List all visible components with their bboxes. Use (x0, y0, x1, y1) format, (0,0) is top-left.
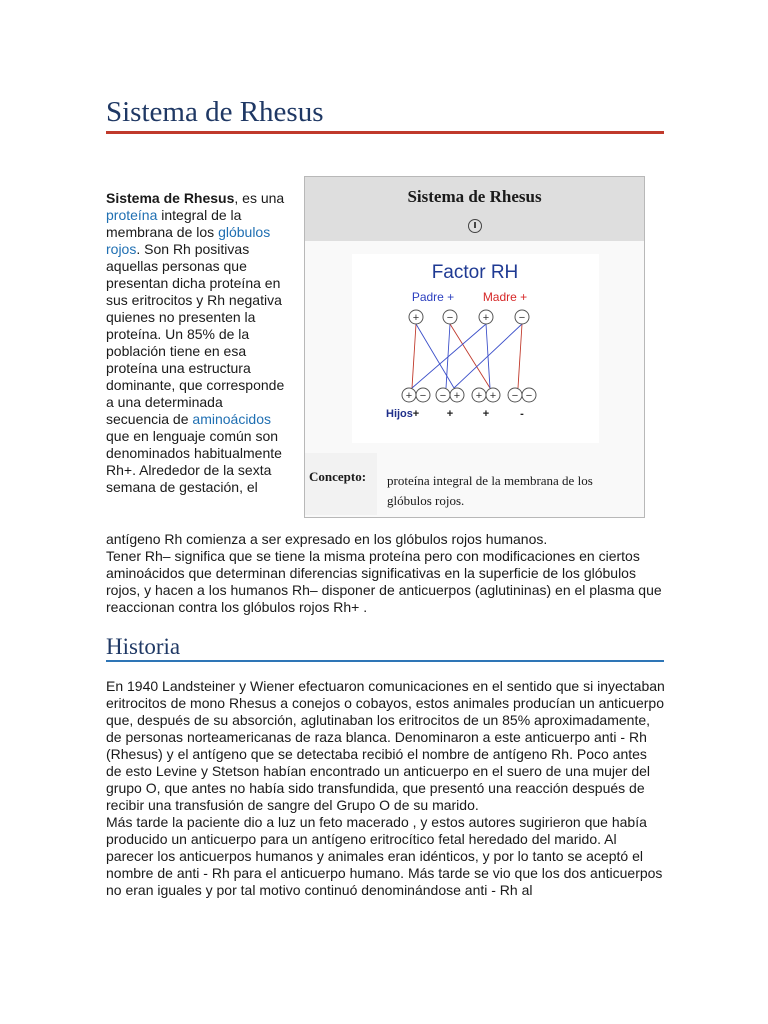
section-heading-historia: Historia (106, 634, 181, 659)
child-genotypes (402, 388, 536, 402)
parent-allele-sign: − (446, 312, 454, 324)
parent-allele-sign: − (518, 312, 526, 324)
intro-paragraph (106, 190, 286, 496)
inheritance-lines (412, 324, 522, 388)
child-allele-sign: + (453, 390, 461, 402)
concept-label: Concepto: (305, 453, 377, 515)
child-result: - (520, 408, 524, 420)
intro-text-1: , es una (234, 190, 285, 206)
concept-value: proteína integral de la membrana de los glóbulos rojos. (387, 473, 593, 508)
rh-diagram (352, 254, 599, 443)
inheritance-line (454, 324, 522, 388)
concept-row (305, 453, 646, 517)
infobox-header (305, 177, 644, 241)
link-proteina[interactable]: proteína (106, 207, 158, 223)
title-divider (106, 131, 664, 134)
intro-term: Sistema de Rhesus (106, 190, 235, 206)
child-allele-sign: − (511, 390, 519, 402)
child-allele-sign: + (475, 390, 483, 402)
child-results (413, 408, 524, 420)
child-allele-sign: + (489, 390, 497, 402)
link-globulos-rojos[interactable]: glóbulos rojos (106, 224, 271, 257)
inheritance-line (412, 324, 416, 388)
link-aminoacidos[interactable]: aminoácidos (192, 411, 272, 427)
child-allele-sign: + (405, 390, 413, 402)
inheritance-line (450, 324, 490, 388)
section-divider (106, 660, 664, 662)
child-allele-sign: − (419, 390, 427, 402)
parent-alleles (409, 310, 529, 324)
child-result: + (412, 408, 420, 420)
child-result: + (482, 408, 490, 420)
rh-inheritance-figure (352, 254, 599, 443)
history-paragraph: En 1940 Landsteiner y Wiener efectuaron comunicaciones en el sentido que si inyectaban eritrocitos de mono Rhesus a conejos o cobayos, estos animales producían un anticuerpo que, después de su absorción, aglutinaban los eritrocitos de un 85% aproximadamente, de personas norteamericanas de raza blanca. Denominaron a este anticuerpo anti - Rh (Rhesus) y el antígeno que se detectaba recibió el nombre de antígeno Rh. Poco antes de esto Levine y Stetson habían encontrado un anticuerpo en el suero de una mujer del grupo O, que antes no había sido transfundida, que presentó una reacción después de recibir una transfusión de sangre del Grupo O de su marido. Más tarde la paciente dio a luz un feto macerado , y estos autores sugirieron que había producido un anticuerpo para un antígeno eritrocítico fetal heredado del marido. Al parecer los anticuerpos humanos y animales eran idénticos, y por lo tanto se aceptó el nombre de anti - Rh para el anticuerpo humano. Más tarde se vio que los dos anticuerpos no eran iguales y por tal motivo continuó denominándose anti - Rh al (106, 678, 665, 898)
inheritance-line (518, 324, 522, 388)
parent-allele-sign: + (412, 312, 420, 324)
child-allele-sign: − (525, 390, 533, 402)
child-allele-sign: − (439, 390, 447, 402)
info-icon[interactable] (468, 219, 482, 233)
mother-label: Madre + (482, 290, 528, 304)
intro-text-2: integral de la membrana de los (106, 207, 242, 240)
intro-continuation: antígeno Rh comienza a ser expresado en los glóbulos rojos humanos. Tener Rh– significa que se tiene la misma proteína pero con modificaciones en ciertos aminoácidos que determinan diferencias significativas en la superficie de los glóbulos rojos, y hacen a los humanos Rh– disponer de anticuerpos (aglutininas) en el plasma que reaccionan contra los glóbulos rojos Rh+ . (106, 531, 662, 615)
infobox (304, 176, 645, 518)
page-title: Sistema de Rhesus (106, 96, 324, 128)
children-label: Hijos (386, 408, 413, 420)
child-result: + (446, 408, 454, 420)
infobox-title: Sistema de Rhesus (407, 187, 542, 206)
intro-text-3: . Son Rh positivas aquellas personas que presentan dicha proteína en sus eritrocitos y Rh negativa quienes no presenten la proteína. Un 85% de la población tiene en esa proteína una estructura dominante, que corresponde a una determinada secuencia de (106, 241, 285, 427)
parent-allele-sign: + (482, 312, 490, 324)
intro-text-4: que en lenguaje común son denominados habitualmente Rh+. Alrededor de la sexta semana de gestación, el (106, 428, 282, 495)
father-label: Padre + (411, 290, 455, 304)
figure-heading: Factor RH (431, 262, 519, 283)
